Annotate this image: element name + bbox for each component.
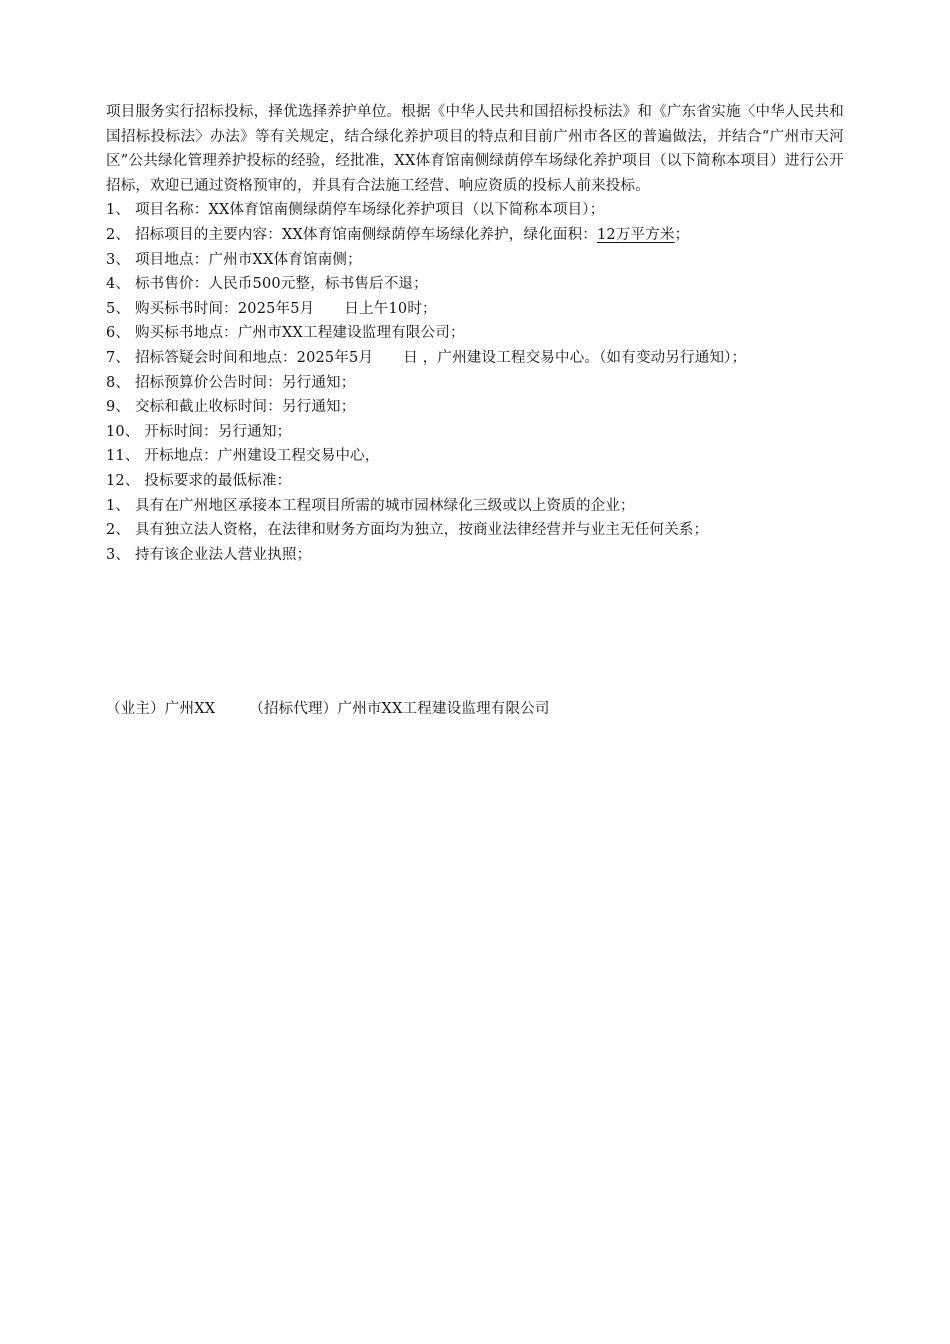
item-text: 开标时间：另行通知； [144,423,292,440]
list-item [106,346,844,371]
requirements-list [106,494,844,568]
list-item [106,444,844,469]
item-text: 项目地点：广州市XX体育馆南侧； [134,251,362,268]
requirement-item [106,494,844,519]
list-item [106,297,844,322]
item-number: 7、 [106,349,131,366]
item-list [106,198,844,493]
item-number: 3、 [106,251,131,268]
item-text: 持有该企业法人营业执照； [134,546,312,563]
owner-signature: （业主）广州XX [106,701,216,717]
list-item [106,420,844,445]
item-text: 项目名称：XX体育馆南侧绿荫停车场绿化养护项目（以下简称本项目）； [134,202,605,219]
item-text: 招标项目的主要内容：XX体育馆南侧绿荫停车场绿化养护，绿化面积： [134,226,597,243]
item-text-end: 日 ，广州建设工程交易中心。（如有变动另行通知）； [403,349,747,366]
list-item [106,198,844,223]
item-number: 12、 [106,472,140,489]
list-item [106,272,844,297]
item-number: 2、 [106,522,131,539]
requirement-item [106,543,844,568]
item-text-end: ； [674,226,690,243]
list-item [106,321,844,346]
document-body [106,100,844,567]
item-number: 11、 [106,448,140,465]
list-item [106,395,844,420]
list-item [106,248,844,273]
list-item [106,223,844,248]
item-text: 招标预算价公告时间：另行通知； [134,374,356,391]
item-number: 6、 [106,325,131,342]
item-text: 具有在广州地区承接本工程项目所需的城市园林绿化三级或以上资质的企业； [134,497,635,514]
item-text: 购买标书时间：2025年5月 [134,300,315,317]
list-item [106,371,844,396]
intro-paragraph: 项目服务实行招标投标，择优选择养护单位。根据《中华人民共和国招标投标法》和《广东省实施〈中华人民共和国招标投标法〉办法》等有关规定，结合绿化养护项目的特点和目前广州市各区的普遍做法，并结合“广州市天河区”公共绿化管理养护投标的经验，经批准，XX体育馆南侧绿荫停车场绿化养护项目（以下简称本项目）进行公开招标，欢迎已通过资格预审的，并具有合法施工经营、响应资质的投标人前来投标。 [106,104,844,194]
item-text: 招标答疑会时间和地点：2025年5月 [134,349,374,366]
item-text: 投标要求的最低标准： [144,472,292,489]
agent-signature: （招标代理）广州市XX工程建设监理有限公司 [249,701,550,717]
item-number: 10、 [106,423,140,440]
list-item [106,469,844,494]
item-text: 交标和截止收标时间：另行通知； [134,399,356,416]
area-value-underlined: 12万平方米 [597,226,675,243]
item-text-end: 日上午10时； [344,300,437,317]
item-text: 具有独立法人资格，在法律和财务方面均为独立，按商业法律经营并与业主无任何关系； [134,522,709,539]
item-number: 2、 [106,226,131,243]
item-number: 3、 [106,546,131,563]
item-text: 开标地点：广州建设工程交易中心， [144,448,380,465]
item-number: 8、 [106,374,131,391]
item-number: 4、 [106,276,131,293]
item-number: 1、 [106,202,131,219]
signature-line [106,697,550,721]
item-text: 标书售价：人民币500元整，标书售后不退； [134,276,428,293]
requirement-item [106,518,844,543]
item-text: 购买标书地点：广州市XX工程建设监理有限公司； [134,325,465,342]
item-number: 9、 [106,399,131,416]
item-number: 1、 [106,497,131,514]
item-number: 5、 [106,300,131,317]
